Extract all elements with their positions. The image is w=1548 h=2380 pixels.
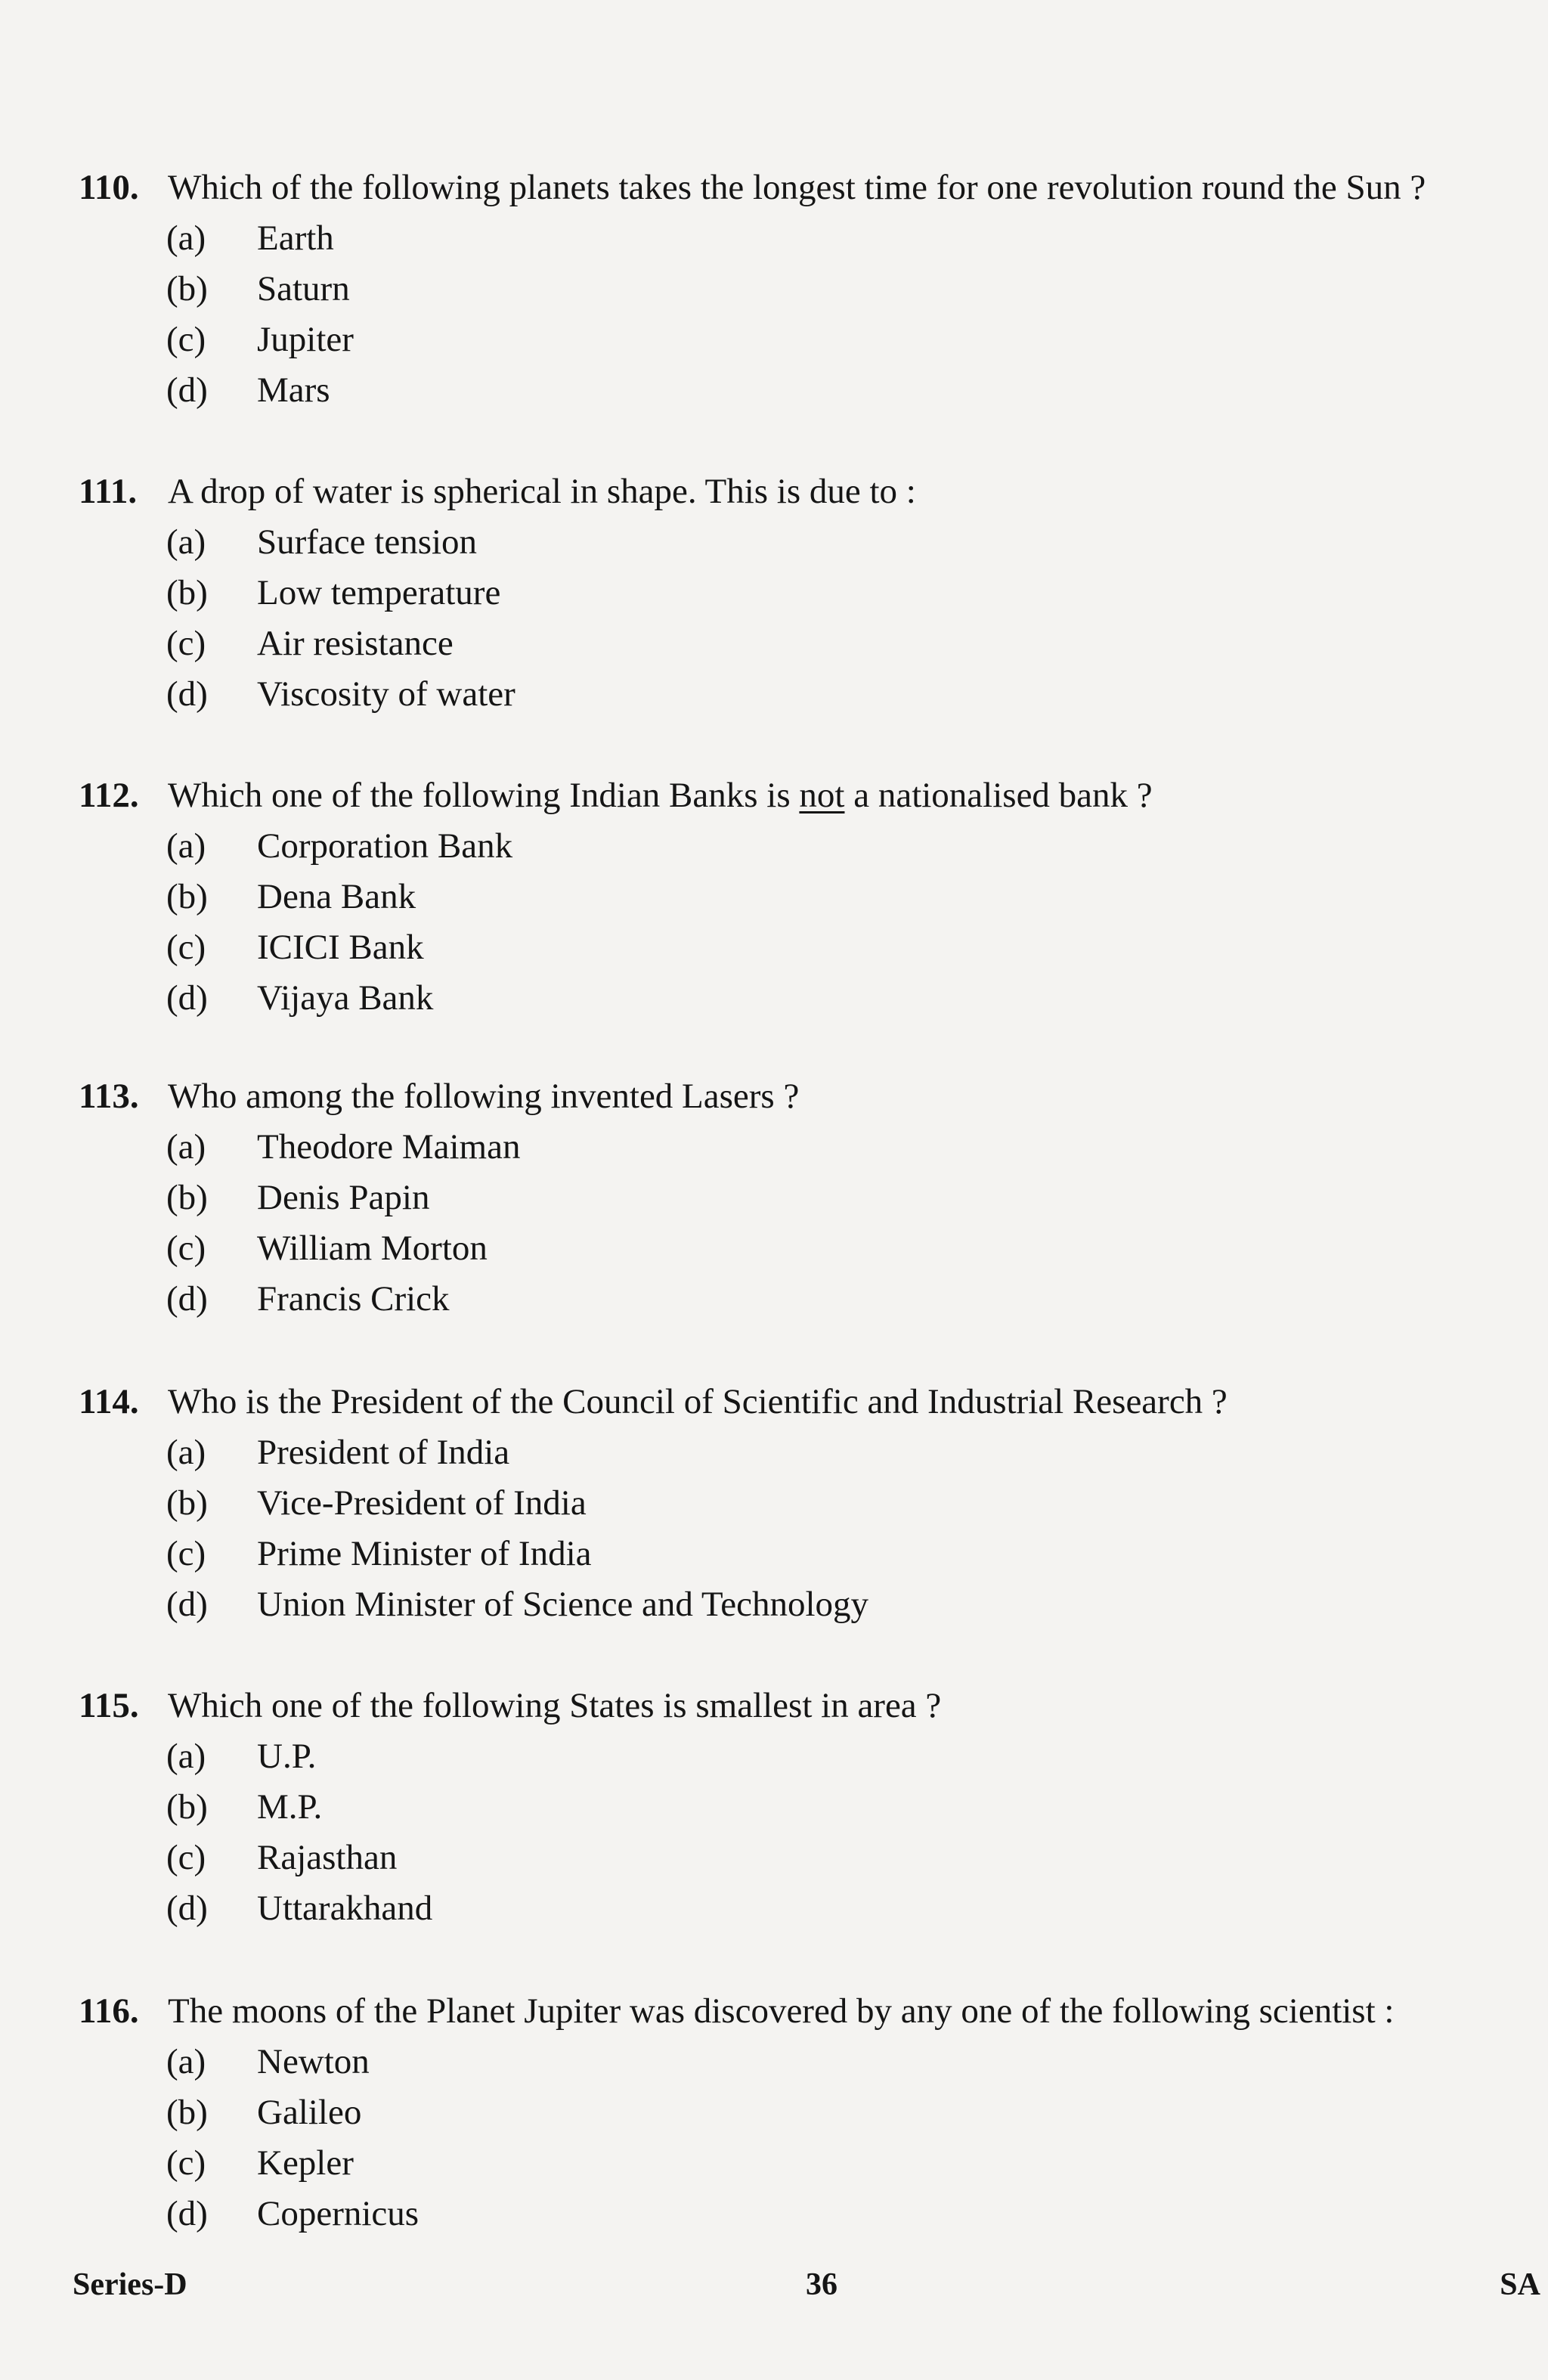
option-list (166, 517, 1530, 720)
page-number: 36 (806, 2267, 837, 2302)
option-text: Vijaya Bank (257, 978, 434, 1018)
option-text: Surface tension (257, 522, 478, 562)
option-a (166, 1427, 1530, 1478)
option-label: (d) (166, 978, 208, 1018)
question-stem (79, 1680, 1530, 1731)
option-b (166, 872, 1530, 922)
option-text: Newton (257, 2042, 370, 2081)
option-d (166, 1883, 1530, 1934)
question-stem (79, 770, 1530, 821)
question-stem (79, 466, 1530, 517)
option-list (166, 1731, 1530, 1934)
option-text: Jupiter (257, 320, 354, 359)
option-label: (d) (166, 1585, 208, 1624)
question-text: A drop of water is spherical in shape. This is due to : (168, 472, 916, 511)
question-114 (79, 1376, 1530, 1630)
option-text: Union Minister of Science and Technology (257, 1585, 869, 1624)
option-text: Uttarakhand (257, 1889, 433, 1928)
option-label: (c) (166, 928, 206, 967)
option-a (166, 213, 1530, 264)
option-label: (b) (166, 269, 208, 308)
option-text: Francis Crick (257, 1279, 450, 1319)
question-text: Who among the following invented Lasers ? (168, 1077, 800, 1116)
option-text: Corporation Bank (257, 826, 513, 866)
option-label: (b) (166, 2093, 208, 2132)
option-label: (c) (166, 1838, 206, 1877)
option-text: M.P. (257, 1787, 323, 1827)
question-number: 116. (79, 1991, 139, 2031)
option-b (166, 264, 1530, 315)
option-c (166, 2138, 1530, 2189)
option-label: (d) (166, 2194, 208, 2233)
question-112 (79, 770, 1530, 1024)
page-footer (73, 2261, 1548, 2309)
option-text: Galileo (257, 2093, 362, 2132)
option-text: Air resistance (257, 624, 454, 663)
question-111 (79, 466, 1530, 720)
option-label: (a) (166, 1433, 206, 1472)
option-a (166, 821, 1530, 872)
option-list (166, 2037, 1530, 2239)
option-b (166, 1478, 1530, 1529)
question-number: 112. (79, 776, 139, 815)
option-label: (a) (166, 218, 206, 258)
option-label: (a) (166, 2042, 206, 2081)
option-b (166, 568, 1530, 618)
option-label: (d) (166, 1889, 208, 1928)
option-label: (c) (166, 2143, 206, 2183)
option-list (166, 821, 1530, 1024)
option-list (166, 213, 1530, 416)
option-list (166, 1427, 1530, 1630)
option-text: U.P. (257, 1737, 317, 1776)
option-b (166, 1173, 1530, 1223)
option-d (166, 2189, 1530, 2239)
option-label: (b) (166, 1483, 208, 1523)
option-c (166, 922, 1530, 973)
option-c (166, 1529, 1530, 1579)
series-label: Series-D (73, 2267, 187, 2302)
option-text: Vice-President of India (257, 1483, 587, 1523)
option-label: (d) (166, 1279, 208, 1319)
option-text: Prime Minister of India (257, 1534, 592, 1573)
option-a (166, 1731, 1530, 1782)
option-label: (b) (166, 1787, 208, 1827)
option-b (166, 2087, 1530, 2138)
option-text: Kepler (257, 2143, 354, 2183)
option-b (166, 1782, 1530, 1833)
underlined-word: not (799, 776, 845, 815)
option-text: Theodore Maiman (257, 1127, 521, 1167)
option-label: (d) (166, 370, 208, 410)
option-label: (b) (166, 573, 208, 612)
option-c (166, 315, 1530, 365)
question-116 (79, 1985, 1530, 2239)
question-text (168, 770, 1153, 821)
option-a (166, 517, 1530, 568)
option-d (166, 669, 1530, 720)
option-d (166, 973, 1530, 1024)
option-text: Low temperature (257, 573, 501, 612)
option-label: (a) (166, 1737, 206, 1776)
question-stem (79, 162, 1530, 213)
option-a (166, 1122, 1530, 1173)
question-text: Which one of the following States is smallest in area ? (168, 1686, 942, 1725)
option-d (166, 365, 1530, 416)
question-text: Which of the following planets takes the longest time for one revolution round the Sun ? (168, 168, 1426, 207)
option-label: (a) (166, 522, 206, 562)
question-number: 115. (79, 1686, 139, 1725)
option-label: (b) (166, 1178, 208, 1217)
option-text: Viscosity of water (257, 674, 515, 714)
option-c (166, 1223, 1530, 1274)
question-text: The moons of the Planet Jupiter was discovered by any one of the following scientist : (168, 1991, 1395, 2031)
option-text: ICICI Bank (257, 928, 424, 967)
question-113 (79, 1071, 1530, 1325)
option-label: (c) (166, 1229, 206, 1268)
option-list (166, 1122, 1530, 1325)
question-stem (79, 1071, 1530, 1122)
question-stem (79, 1376, 1530, 1427)
question-number: 114. (79, 1382, 139, 1421)
option-text: Saturn (257, 269, 350, 308)
question-115 (79, 1680, 1530, 1934)
option-d (166, 1579, 1530, 1630)
option-text: Mars (257, 370, 330, 410)
option-text: Dena Bank (257, 877, 416, 916)
option-text: President of India (257, 1433, 510, 1472)
paper-code: SA (1500, 2267, 1540, 2302)
question-text: Who is the President of the Council of Scientific and Industrial Research ? (168, 1382, 1228, 1421)
option-label: (c) (166, 1534, 206, 1573)
option-text: Earth (257, 218, 334, 258)
option-label: (a) (166, 1127, 206, 1167)
option-text: Denis Papin (257, 1178, 430, 1217)
question-text-part: a nationalised bank ? (844, 776, 1153, 815)
option-label: (a) (166, 826, 206, 866)
option-c (166, 1833, 1530, 1883)
question-number: 111. (79, 472, 138, 511)
question-110 (79, 162, 1530, 416)
option-label: (c) (166, 624, 206, 663)
option-c (166, 618, 1530, 669)
option-label: (d) (166, 674, 208, 714)
option-label: (b) (166, 877, 208, 916)
option-text: Rajasthan (257, 1838, 398, 1877)
question-number: 113. (79, 1077, 139, 1116)
option-a (166, 2037, 1530, 2087)
question-stem (79, 1985, 1530, 2037)
option-label: (c) (166, 320, 206, 359)
question-text-part: Which one of the following Indian Banks is (168, 776, 800, 815)
option-text: William Morton (257, 1229, 488, 1268)
option-text: Copernicus (257, 2194, 420, 2233)
option-d (166, 1274, 1530, 1325)
question-number: 110. (79, 168, 139, 207)
